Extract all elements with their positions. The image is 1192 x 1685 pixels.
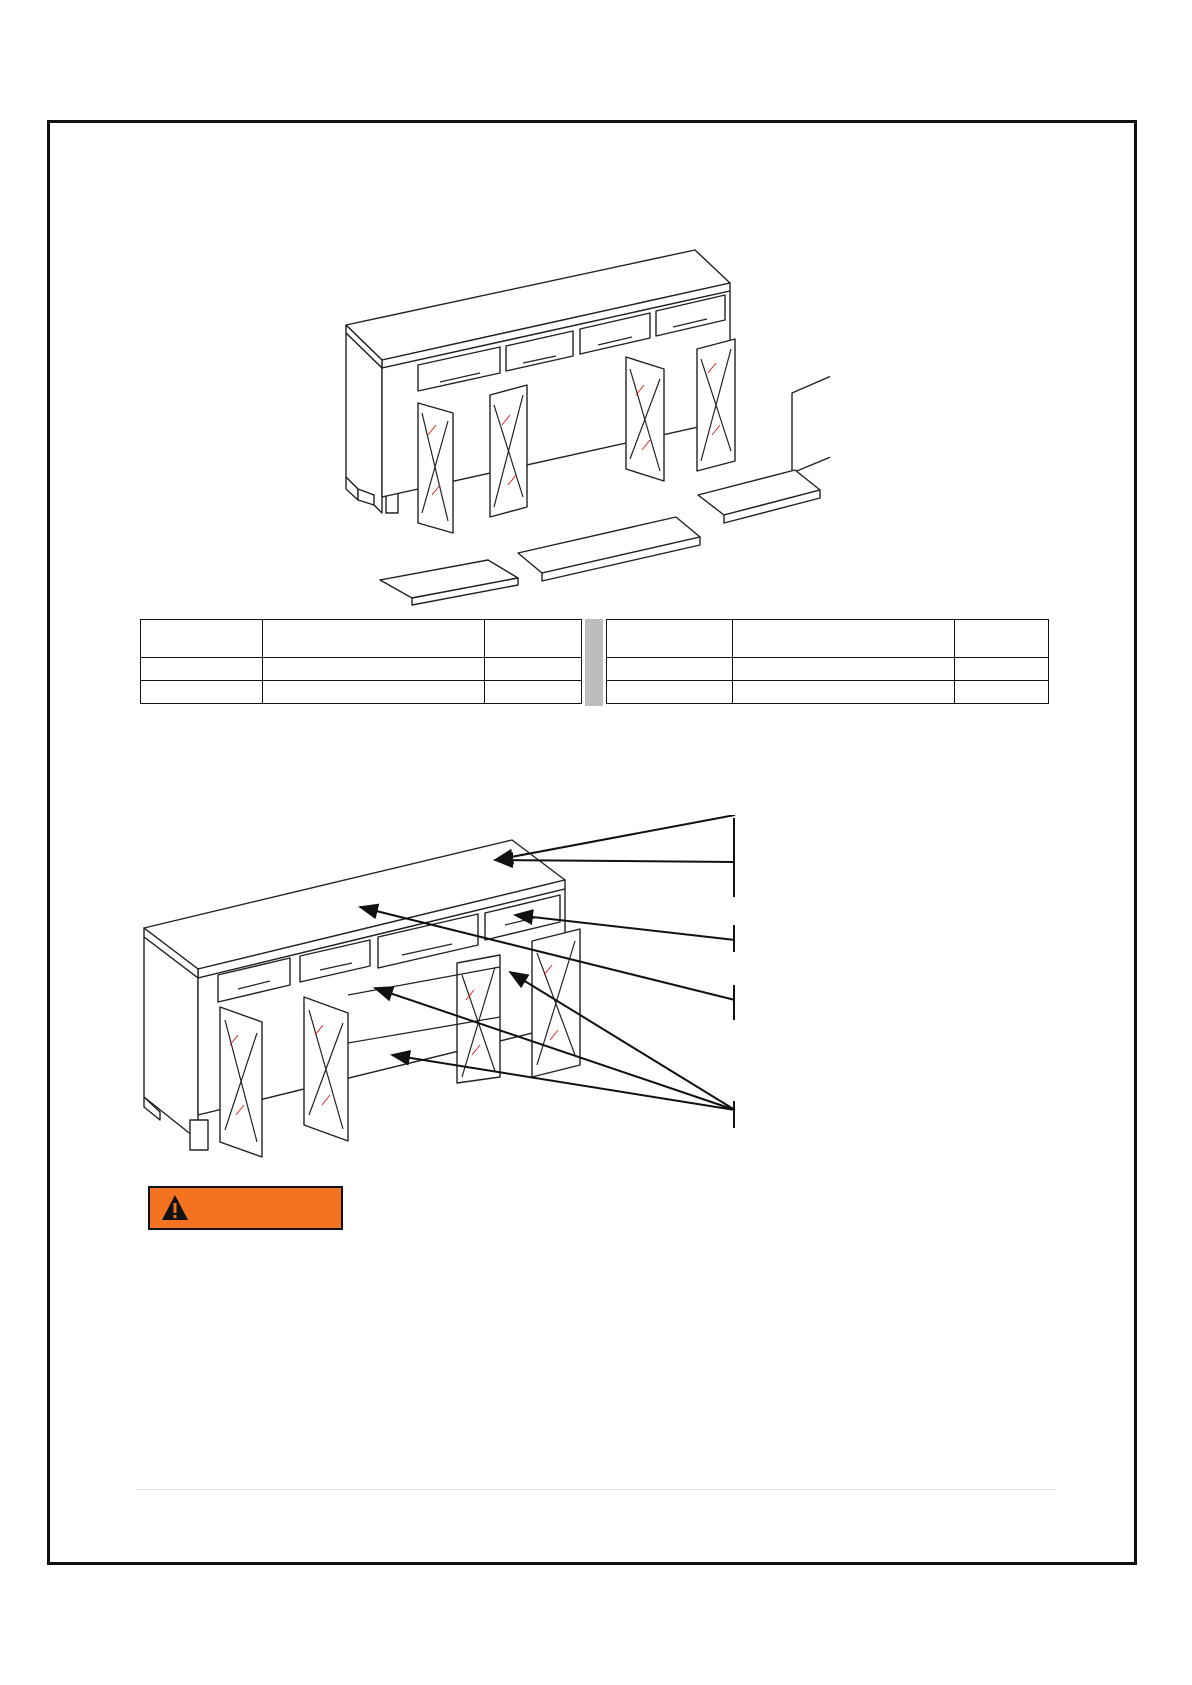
parts-table-cell — [733, 658, 955, 681]
callout-bar-top — [733, 818, 735, 897]
warning-triangle-icon — [160, 1193, 190, 1223]
parts-table-cell — [955, 681, 1049, 704]
parts-table-cell — [955, 658, 1049, 681]
warning-badge — [148, 1186, 343, 1230]
parts-table-right-header-cell — [733, 620, 955, 658]
parts-table-right — [606, 619, 1049, 704]
parts-table-cell — [733, 681, 955, 704]
parts-table-cell — [263, 681, 485, 704]
parts-table-cell — [607, 681, 733, 704]
parts-table-left-header-cell — [141, 620, 263, 658]
parts-table-left — [140, 619, 582, 704]
parts-table-cell — [141, 658, 263, 681]
exploded-cabinet-illustration — [340, 245, 830, 620]
parts-table-left-header-cell — [485, 620, 582, 658]
callout-bar-bottom — [733, 1101, 735, 1128]
parts-table-right-header-cell — [607, 620, 733, 658]
parts-table-left-header-cell — [263, 620, 485, 658]
callout-bar-second — [733, 925, 735, 952]
assembled-cabinet-illustration — [140, 815, 740, 1160]
parts-table-cell — [263, 658, 485, 681]
parts-table-cell — [485, 658, 582, 681]
parts-table-right-header-cell — [955, 620, 1049, 658]
parts-table-cell — [141, 681, 263, 704]
parts-table-cell — [607, 658, 733, 681]
callout-bar-third — [733, 985, 735, 1020]
footer-rule — [136, 1489, 1056, 1490]
table-divider-bar — [585, 619, 603, 706]
parts-table-cell — [485, 681, 582, 704]
